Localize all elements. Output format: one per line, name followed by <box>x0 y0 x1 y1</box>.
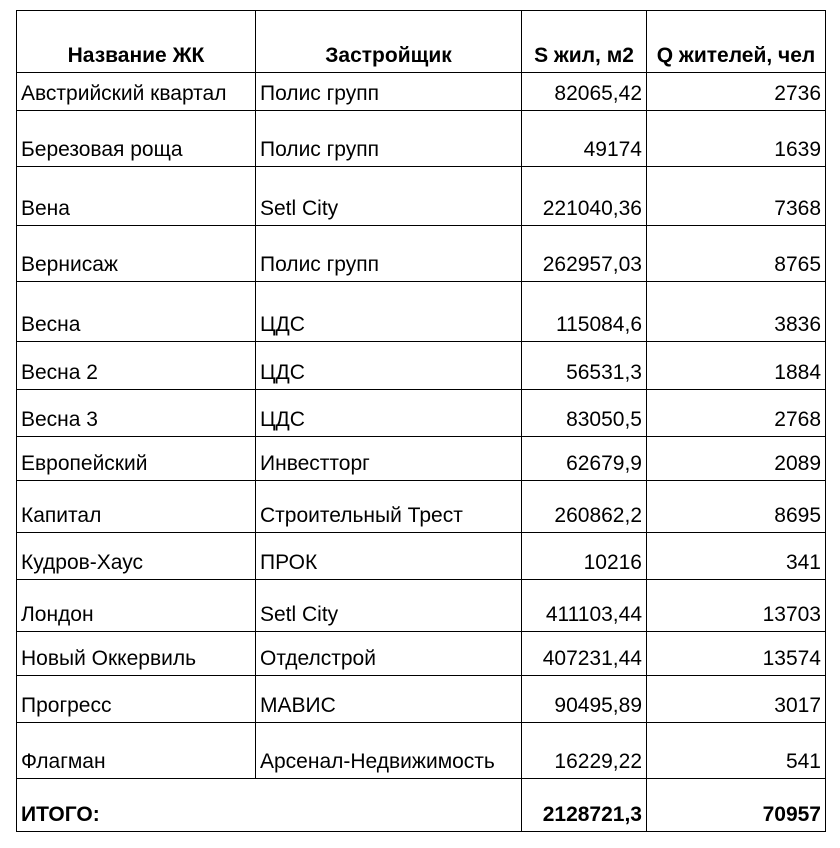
cell-residents[interactable]: 3017 <box>647 676 826 723</box>
cell-area[interactable]: 90495,89 <box>522 676 647 723</box>
table-row <box>17 226 826 282</box>
spreadsheet <box>16 10 828 843</box>
cell-area[interactable]: 10216 <box>522 533 647 580</box>
cell-developer[interactable]: ЦДС <box>256 390 522 437</box>
cell-residents[interactable]: 2089 <box>647 437 826 481</box>
cell-area[interactable]: 83050,5 <box>522 390 647 437</box>
table-row <box>17 390 826 437</box>
cell-name[interactable]: Европейский <box>17 437 256 481</box>
cell-developer[interactable]: Отделстрой <box>256 632 522 676</box>
cell-developer[interactable]: ЦДС <box>256 342 522 390</box>
cell-developer[interactable]: ПРОК <box>256 533 522 580</box>
cell-residents[interactable]: 8695 <box>647 481 826 533</box>
cell-developer[interactable]: Полис групп <box>256 226 522 282</box>
cell-name[interactable]: Вена <box>17 167 256 226</box>
table-row <box>17 533 826 580</box>
table-row <box>17 73 826 111</box>
cell-name[interactable]: Весна 3 <box>17 390 256 437</box>
table-row <box>17 282 826 342</box>
cell-area[interactable]: 115084,6 <box>522 282 647 342</box>
cell-residents[interactable]: 1639 <box>647 111 826 167</box>
cell-developer[interactable]: МАВИС <box>256 676 522 723</box>
cell-residents[interactable]: 1884 <box>647 342 826 390</box>
cell-name[interactable]: Кудров-Хаус <box>17 533 256 580</box>
header-residents[interactable]: Q жителей, чел <box>647 11 826 73</box>
cell-name[interactable]: Флагман <box>17 723 256 779</box>
cell-developer[interactable]: Setl City <box>256 580 522 632</box>
cell-residents[interactable]: 8765 <box>647 226 826 282</box>
cell-developer[interactable]: Полис групп <box>256 73 522 111</box>
header-developer[interactable]: Застройщик <box>256 11 522 73</box>
cell-area[interactable]: 82065,42 <box>522 73 647 111</box>
cell-name[interactable]: Весна <box>17 282 256 342</box>
table-row <box>17 342 826 390</box>
cell-residents[interactable]: 341 <box>647 533 826 580</box>
cell-name[interactable]: Прогресс <box>17 676 256 723</box>
cell-residents[interactable]: 13574 <box>647 632 826 676</box>
table-row <box>17 111 826 167</box>
cell-residents[interactable]: 541 <box>647 723 826 779</box>
cell-developer[interactable]: Инвестторг <box>256 437 522 481</box>
cell-area[interactable]: 16229,22 <box>522 723 647 779</box>
table-row <box>17 723 826 779</box>
cell-developer[interactable]: Setl City <box>256 167 522 226</box>
total-row <box>17 779 826 832</box>
cell-area[interactable]: 56531,3 <box>522 342 647 390</box>
cell-area[interactable]: 49174 <box>522 111 647 167</box>
cell-residents[interactable]: 13703 <box>647 580 826 632</box>
cell-name[interactable]: Новый Оккервиль <box>17 632 256 676</box>
table-row <box>17 580 826 632</box>
cell-name[interactable]: Австрийский квартал <box>17 73 256 111</box>
cell-name[interactable]: Вернисаж <box>17 226 256 282</box>
cell-area[interactable]: 260862,2 <box>522 481 647 533</box>
residential-complex-table <box>16 10 826 832</box>
cell-residents[interactable]: 2736 <box>647 73 826 111</box>
cell-developer[interactable]: ЦДС <box>256 282 522 342</box>
cell-name[interactable]: Березовая роща <box>17 111 256 167</box>
cell-residents[interactable]: 2768 <box>647 390 826 437</box>
cell-name[interactable]: Лондон <box>17 580 256 632</box>
table-row <box>17 632 826 676</box>
table-row <box>17 167 826 226</box>
cell-area[interactable]: 411103,44 <box>522 580 647 632</box>
cell-name[interactable]: Весна 2 <box>17 342 256 390</box>
cell-area[interactable]: 262957,03 <box>522 226 647 282</box>
total-residents[interactable]: 70957 <box>647 779 826 832</box>
cell-developer[interactable]: Строительный Трест <box>256 481 522 533</box>
cell-residents[interactable]: 7368 <box>647 167 826 226</box>
cell-developer[interactable]: Полис групп <box>256 111 522 167</box>
total-label[interactable]: ИТОГО: <box>17 779 256 832</box>
total-area[interactable]: 2128721,3 <box>522 779 647 832</box>
cell-residents[interactable]: 3836 <box>647 282 826 342</box>
header-area[interactable]: S жил, м2 <box>522 11 647 73</box>
header-row <box>17 11 826 73</box>
table-row <box>17 481 826 533</box>
cell-developer[interactable]: Арсенал-Недвижимость <box>256 723 522 779</box>
header-name[interactable]: Название ЖК <box>17 11 256 73</box>
table-row <box>17 437 826 481</box>
cell-area[interactable]: 62679,9 <box>522 437 647 481</box>
cell-area[interactable]: 407231,44 <box>522 632 647 676</box>
cell-area[interactable]: 221040,36 <box>522 167 647 226</box>
table-row <box>17 676 826 723</box>
total-empty-cell[interactable] <box>256 779 522 832</box>
cell-name[interactable]: Капитал <box>17 481 256 533</box>
